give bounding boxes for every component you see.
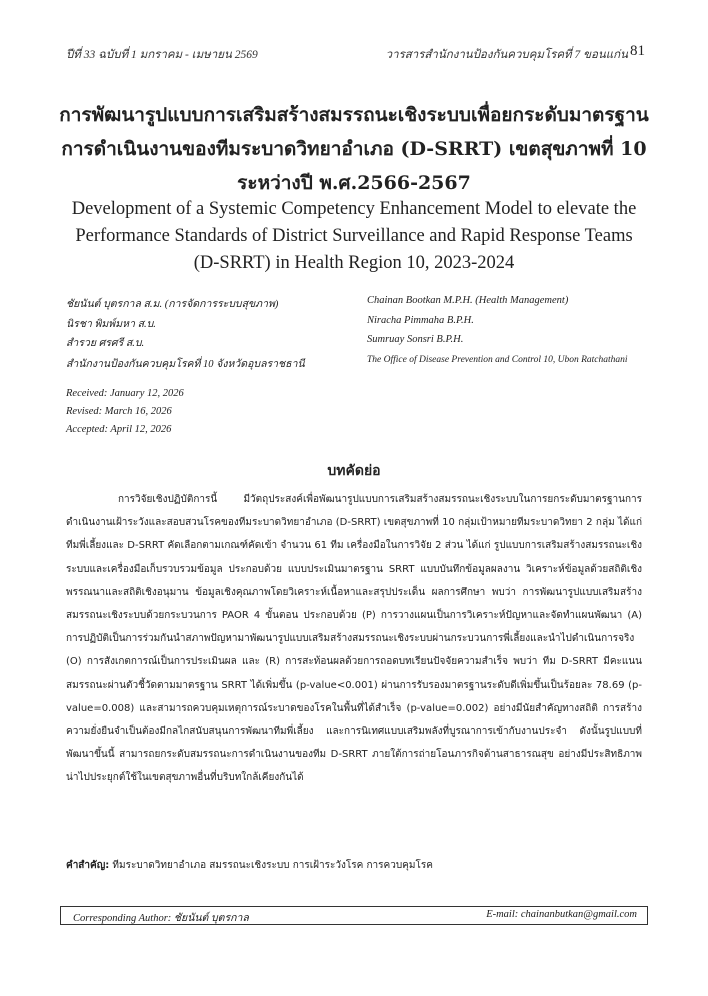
corresponding-author-box — [60, 906, 648, 925]
title-english-line-3: (D-SRRT) in Health Region 10, 2023-2024 — [193, 253, 515, 273]
author-thai-3: สำรวย ศรศรี ส.บ. — [66, 338, 145, 349]
corresponding-author: Corresponding Author: ชัยนันต์ บุตรกาล — [73, 913, 249, 924]
title-thai-line-3: ระหว่างปี พ.ศ.2566-2567 — [237, 172, 471, 194]
affiliation-english: The Office of Disease Prevention and Control 10, Ubon Ratchathani — [367, 355, 628, 365]
affiliation-thai: สำนักงานป้องกันควบคุมโรคที่ 10 จังหวัดอุบลราชธานี — [66, 359, 305, 370]
title-thai-line-1: การพัฒนารูปแบบการเสริมสร้างสมรรถนะเชิงระบบเพื่อยกระดับมาตรฐาน — [59, 104, 649, 126]
author-thai-1: ชัยนันต์ บุตรกาล ส.ม. (การจัดการระบบสุขภาพ) — [66, 299, 279, 310]
keywords-label: คำสำคัญ: — [66, 860, 110, 871]
running-header-journal: วารสารสำนักงานป้องกันควบคุมโรคที่ 7 ขอนแก่น — [385, 49, 628, 61]
title-english-line-2: Performance Standards of District Surveillance and Rapid Response Teams — [75, 226, 633, 246]
author-thai-2: นิรชา พิมพ์มหา ส.บ. — [66, 319, 156, 330]
revised-date: Revised: March 16, 2026 — [66, 406, 172, 417]
running-header-issue: ปีที่ 33 ฉบับที่ 1 มกราคม - เมษายน 2569 — [66, 49, 258, 61]
page-number: 81 — [630, 43, 645, 59]
accepted-date: Accepted: April 12, 2026 — [66, 424, 172, 435]
title-thai-line-2: การดำเนินงานของทีมระบาดวิทยาอำเภอ (D-SRRT) เขตสุขภาพที่ 10 — [61, 138, 647, 160]
abstract-heading: บทคัดย่อ — [327, 463, 381, 479]
author-english-3: Sumruay Sonsri B.P.H. — [367, 334, 464, 345]
received-date: Received: January 12, 2026 — [66, 388, 184, 399]
author-english-1: Chainan Bootkan M.P.H. (Health Management) — [367, 295, 569, 306]
corresponding-email: E-mail: chainanbutkan@gmail.com — [486, 909, 637, 920]
keywords-text: ทีมระบาดวิทยาอำเภอ สมรรถนะเชิงระบบ การเฝ้าระวังโรค การควบคุมโรค — [112, 860, 433, 871]
author-english-2: Niracha Pimmaha B.P.H. — [367, 315, 474, 326]
abstract-body — [66, 488, 642, 790]
title-english-line-1: Development of a Systemic Competency Enhancement Model to elevate the — [71, 199, 637, 219]
keywords-line — [66, 858, 433, 873]
abstract-paragraph: การวิจัยเชิงปฏิบัติการนี้ มีวัตถุประสงค์เพื่อพัฒนารูปแบบการเสริมสร้างสมรรถนะเชิงระบบในการยกระดับมาตรฐานการดำเนินงานเฝ้าระวังและสอบสวนโรคของทีมระบาดวิทยาอำเภอ (D-SRRT) เขตสุขภาพที่ 10 กลุ่มเป้าหมายทีมระบาดวิทยา 2 กลุ่ม ได้แก่ ทีมพี่เลี้ยงและ D-SRRT คัดเลือกตามเกณฑ์คัดเข้า จำนวน 61 ทีม เครื่องมือในการวิจัย 2 ส่วน ได้แก่ รูปแบบการเสริมสร้างสมรรถนะเชิงระบบและเครื่องมือเก็บรวบรวมข้อมูล ประกอบด้วย แบบประเมินมาตรฐาน SRRT แบบบันทึกข้อมูลผลงาน วิเคราะห์ข้อมูลด้วยสถิติเชิงพรรณนาและสถิติเชิงอนุมาน ข้อมูลเชิงคุณภาพโดยวิเคราะห์เนื้อหาและสรุปประเด็น ผลการศึกษา พบว่า การพัฒนารูปแบบเสริมสร้างสมรรถนะเชิงระบบด้วยกระบวนการ PAOR 4 ขั้นตอน ประกอบด้วย (P) การวางแผนเป็นการวิเคราะห์ปัญหาและจัดทำแผนพัฒนา (A) การปฏิบัติเป็นการร่วมกันนำสภาพปัญหามาพัฒนารูปแบบเสริมสร้างสมรรถนะเชิงระบบผ่านกระบวนการพี่เลี้ยงและนำไปดำเนินการจริง (O) การสังเกตการณ์เป็นการประเมินผล และ (R) การสะท้อนผลด้วยการถอดบทเรียนปัจจัยความสำเร็จ พบว่า ทีม D-SRRT มีคะแนนสมรรถนะผ่านตัวชี้วัดตามมาตรฐาน SRRT ได้เพิ่มขึ้น (p-value<0.001) ผ่านการรับรองมาตรฐานระดับดีเพิ่มขึ้นเป็นร้อยละ 78.69 (p-value=0.008) และสามารถควบคุมเหตุการณ์ระบาดของโรคในพื้นที่ได้สำเร็จ (p-value=0.002) อย่างมีนัยสำคัญทางสถิติ การสร้างความยั่งยืนจำเป็นต้องมีกลไกสนับสนุนการพัฒนาทีมพี่เลี้ยง และการนิเทศแบบเสริมพลังที่บูรณาการเข้ากับงานประจำ ดังนั้นรูปแบบที่พัฒนาขึ้นนี้ สามารถยกระดับสมรรถนะการดำเนินงานของทีม D-SRRT ภายใต้การถ่ายโอนภารกิจด้านสาธารณสุข อย่างมีประสิทธิภาพน่าไปประยุกต์ใช้ในเขตสุขภาพอื่นที่บริบทใกล้เคียงกันได้ — [66, 494, 642, 784]
